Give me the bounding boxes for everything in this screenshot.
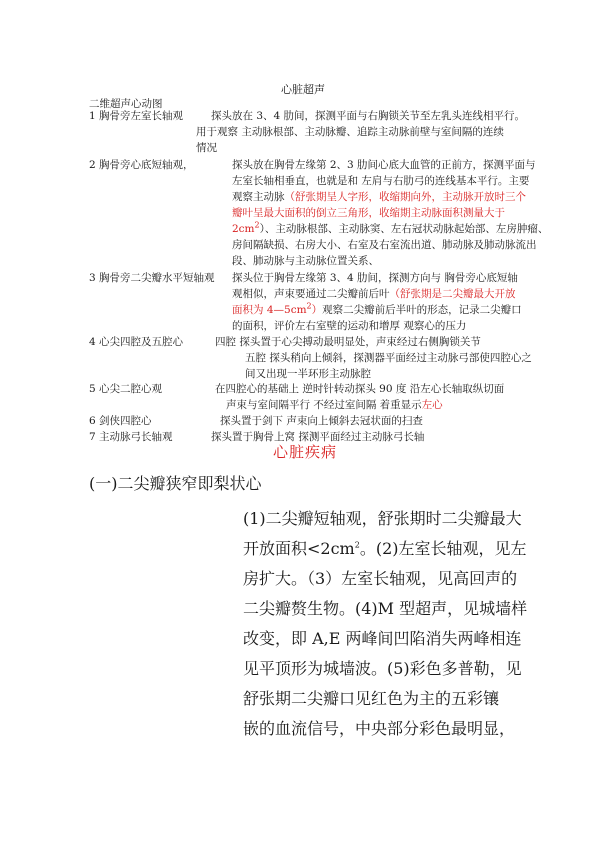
view-7-line: 探头置于胸骨上窝 探测平面经过主动脉弓长轴 <box>211 431 425 443</box>
disease-heading: 心脏疾病 <box>273 443 338 461</box>
view-6-line: 探头置于剑下 声束向上倾斜去冠状面的扫查 <box>220 415 423 427</box>
view-5-line: 在四腔心的基础上 逆时针转动探头 90 度 沿左心长轴取纵切面 <box>215 383 505 395</box>
view-3-line: 的面积，评价左右室壁的运动和增厚 观察心的压力 <box>232 320 467 332</box>
view-1-line: 情况 <box>196 142 217 154</box>
paragraph-line: 二尖瓣赘生物。(4)M 型超声，见城墙样 <box>243 599 528 618</box>
view-2-line: 观察主动脉（舒张期呈人字形，收缩期向外，主动脉开放时三个 <box>232 191 526 203</box>
paragraph-line: 改变，即 A,E 两峰间凹陷消失两峰相连 <box>243 629 522 648</box>
page-title: 心脏超声 <box>281 83 325 96</box>
subtitle: 二维超声心动图 <box>89 98 163 110</box>
paragraph-line: (1)二尖瓣短轴观，舒张期时二尖瓣最大 <box>243 509 522 528</box>
view-2-line: 探头放在胸骨左缘第 2、3 肋间心底大血管的正前方，探测平面与 <box>232 159 536 171</box>
paragraph-line: 嵌的血流信号，中央部分彩色最明显， <box>243 719 516 738</box>
view-2-line: 房间隔缺损、右房大小、右室及右室流出道、肺动脉及肺动脉流出 <box>232 239 537 251</box>
view-2-line: 左室长轴相垂直，也就是和 左肩与右肋弓的连线基本平行。主要 <box>232 175 530 187</box>
view-3-line: 面积为 $4—5cm^2$）观察二尖瓣前后半叶的形态，记录二尖瓣口 <box>232 301 522 316</box>
view-1-line: 探头放在 3、4 肋间，探测平面与右胸锁关节至左乳头连线相平行。 <box>211 110 526 122</box>
view-4-label: 4 心尖四腔及五腔心 <box>89 336 184 348</box>
view-4-line: 四腔 探头置于心尖搏动最明显处，声束经过右侧胸锁关节 <box>215 336 481 348</box>
view-3-label: 3 胸骨旁二尖瓣水平短轴观 <box>89 272 215 284</box>
view-1-label: 1 胸骨旁左室长轴观 <box>89 110 184 122</box>
paragraph-line: 见平顶形为城墙波。(5)彩色多普勒，见 <box>243 659 522 678</box>
view-4-line: 五腔 探头稍向上倾斜，探测器平面经过主动脉弓部使四腔心之 <box>245 352 532 364</box>
paragraph <box>243 504 533 744</box>
view-2-line: $2cm^2$）、主动脉根部、主动脉窦、左右冠状动脉起始部、左房肿瘤、 <box>232 220 549 235</box>
paragraph-line: 房扩大。（3）左室长轴观，见高回声的 <box>243 569 518 588</box>
view-3-line: 观相似，声束要通过二尖瓣前后叶（舒张期是二尖瓣最大开放 <box>232 288 516 300</box>
paragraph-line: 舒张期二尖瓣口见红色为主的五彩镶 <box>243 689 500 708</box>
view-6-label: 6 剑侠四腔心 <box>89 415 152 427</box>
view-2-label: 2 胸骨旁心底短轴观， <box>89 159 194 171</box>
view-2-line: 瓣叶呈最大面积的倒立三角形，收缩期主动脉面积测量大于 <box>232 207 505 219</box>
view-7-label: 7 主动脉弓长轴观 <box>89 431 173 443</box>
view-5-label: 5 心尖二腔心观 <box>89 383 163 395</box>
paragraph-line: 开放面积$<2cm^2$。(2)左室长轴观，见左 <box>243 539 527 558</box>
view-1-line: 用于观察 主动脉根部、主动脉瓣、追踪主动脉前壁与室间隔的连续 <box>196 126 504 138</box>
view-2-line: 段、肺动脉与主动脉位置关系、 <box>232 255 379 267</box>
section-title: (一)二尖瓣狭窄即梨状心 <box>89 474 262 493</box>
view-3-line: 探头位于胸骨左缘第 3、4 肋间，探测方向与 胸骨旁心底短轴 <box>232 272 518 284</box>
view-5-line: 声束与室间隔平行 不经过室间隔 着重显示左心 <box>226 399 443 411</box>
view-4-line: 间又出现一半环形主动脉腔 <box>245 368 371 380</box>
